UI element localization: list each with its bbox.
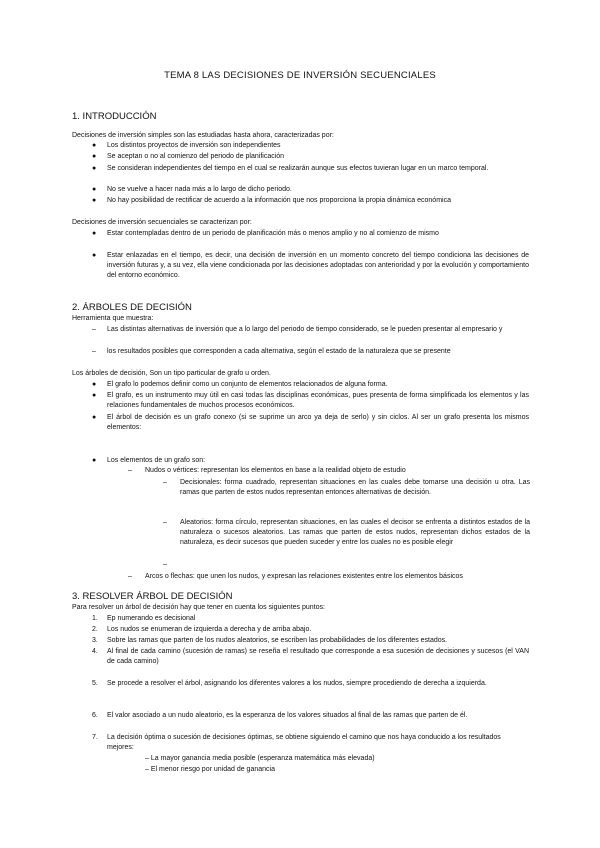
s1-item: Los distintos proyectos de inversión son independientes: [107, 142, 281, 149]
s2-dash-item: los resultados posibles que corresponden a cada alternativa, según el estado de la naturaleza que se presente: [107, 348, 451, 355]
section-2-heading: 2. ÁRBOLES DE DECISIÓN: [72, 302, 192, 313]
s2-decisionales: Decisionales: forma cuadrado, representan situaciones en las cuales debe tomarse una decisión u otra. Las ramas que parten de estos nudos representan entonces alternativas de decisión.: [180, 479, 530, 496]
step-number: 6.: [92, 712, 98, 719]
s3-step: Al final de cada camino (sucesión de ramas) se reseña el resultado que corresponde a esa sucesión de decisiones y sucesos (el VAN de cada camino): [107, 648, 529, 665]
s3-step: El valor asociado a un nudo aleatorio, es la esperanza de los valores situados al final de las ramas que parten de él.: [107, 712, 468, 719]
bullet-marker: ●: [92, 457, 97, 464]
section-3-heading: 3. RESOLVER ÁRBOL DE DECISIÓN: [72, 591, 233, 602]
s2-bullet: El árbol de decisión es un grafo conexo (si se suprime un arco ya deja de serlo) y sin ciclos. Al ser un grafo presenta los mismos elementos:: [107, 414, 529, 431]
s3-step: Ep numerando es decisional: [107, 615, 196, 622]
s2-intro: Herramienta que muestra:: [72, 315, 154, 322]
s3-step: Se procede a resolver el árbol, asignando los diferentes valores a los nudos, siempre procediendo de derecha a izquierda.: [107, 680, 487, 687]
s2-aleatorios: Aleatorios: forma círculo, representan situaciones, en las cuales el decisor se enfrenta a distintos estados de la naturaleza o sucesos aleatorios. Las ramas que parten de estos nudos, representan dichos estados de la naturaleza, es decir sucesos que pueden suceder y entre los cuales no es posible elegir: [180, 519, 530, 546]
dash-marker: –: [92, 348, 96, 355]
dash-marker: –: [163, 479, 167, 486]
bullet-marker: ●: [92, 414, 97, 421]
bullet-marker: ●: [92, 197, 97, 204]
s1-seq-item: Estar contempladas dentro de un periodo de planificación más o menos amplio y no al comienzo de mismo: [107, 230, 439, 237]
s3-step: La decisión óptima o sucesión de decisiones óptimas, se obtiene siguiendo el camino que nos haya conducido a los resultados mejores:: [107, 734, 501, 751]
s3-sub-item: – El menor riesgo por unidad de ganancia: [145, 766, 275, 773]
bullet-marker: ●: [92, 186, 97, 193]
dash-marker: –: [128, 573, 132, 580]
s2-dash-item: Las distintas alternativas de inversión que a lo largo del periodo de tiempo considerado, se le pueden presentar al empresario y: [107, 326, 503, 333]
dash-marker: –: [92, 326, 96, 333]
step-number: 5.: [92, 680, 98, 687]
s1-item: No hay posibilidad de rectificar de acuerdo a la información que nos proporciona la propia dinámica económica: [107, 197, 451, 204]
bullet-marker: ●: [92, 165, 97, 172]
dash-marker: –: [163, 519, 167, 526]
s3-step: Sobre las ramas que parten de los nudos aleatorios, se escriben las probabilidades de los diferentes estados.: [107, 637, 448, 644]
step-number: 4.: [92, 648, 98, 655]
dash-marker: –: [128, 467, 132, 474]
bullet-marker: ●: [92, 153, 97, 160]
section-1-heading: 1. INTRODUCCIÓN: [72, 111, 157, 122]
s3-sub-item: – La mayor ganancia media posible (esperanza matemática más elevada): [145, 755, 375, 762]
s1-item: Se aceptan o no al comienzo del periodo de planificación: [107, 153, 285, 160]
s3-step: Los nudos se enumeran de izquierda a derecha y de arriba abajo.: [107, 626, 312, 633]
step-number: 1.: [92, 615, 98, 622]
s2-bullet: El grafo lo podemos definir como un conjunto de elementos relacionados de alguna forma.: [107, 381, 388, 388]
s1-intro-simple: Decisiones de inversión simples son las estudiadas hasta ahora, caracterizadas por:: [72, 132, 334, 139]
dash-marker: –: [163, 561, 167, 568]
document-title: TEMA 8 LAS DECISIONES DE INVERSIÓN SECUENCIALES: [164, 70, 436, 81]
step-number: 3.: [92, 637, 98, 644]
s1-item: Se consideran independientes del tiempo en el cual se realizarán aunque sus efectos tuvieran lugar en un marco temporal.: [107, 165, 489, 172]
s2-elements-label: Los elementos de un grafo son:: [107, 457, 206, 464]
s1-item: No se vuelve a hacer nada más a lo largo de dicho periodo.: [107, 186, 292, 193]
s2-arcos: Arcos o flechas: que unen los nudos, y expresan las relaciones existentes entre los elementos básicos: [145, 573, 463, 580]
s2-bullet: El grafo, es un instrumento muy útil en casi todas las disciplinas económicas, pues presenta de forma simplificada los elementos y las relaciones fundamentales de muchos procesos económicos.: [107, 392, 529, 409]
step-number: 7.: [92, 734, 98, 741]
bullet-marker: ●: [92, 381, 97, 388]
s1-intro-sequential: Decisiones de inversión secuenciales se caracterizan por:: [72, 219, 252, 226]
bullet-marker: ●: [92, 392, 97, 399]
s1-seq-item: Estar enlazadas en el tiempo, es decir, una decisión de inversión en un momento concreto del tiempo condiciona las decisiones de inversión futuras y, a su vez, ella viene condicionada por las decisiones adoptadas con anterioridad y por la evolución y comportamiento del entorno económico.: [107, 252, 529, 279]
bullet-marker: ●: [92, 230, 97, 237]
step-number: 2.: [92, 626, 98, 633]
s2-intro-2: Los árboles de decisión, Son un tipo particular de grafo u orden.: [72, 370, 271, 377]
s2-nodos: Nudos o vértices: representan los elementos en base a la realidad objeto de estudio: [145, 467, 406, 474]
bullet-marker: ●: [92, 142, 97, 149]
bullet-marker: ●: [92, 252, 97, 259]
s3-intro: Para resolver un árbol de decisión hay que tener en cuenta los siguientes puntos:: [72, 604, 325, 611]
